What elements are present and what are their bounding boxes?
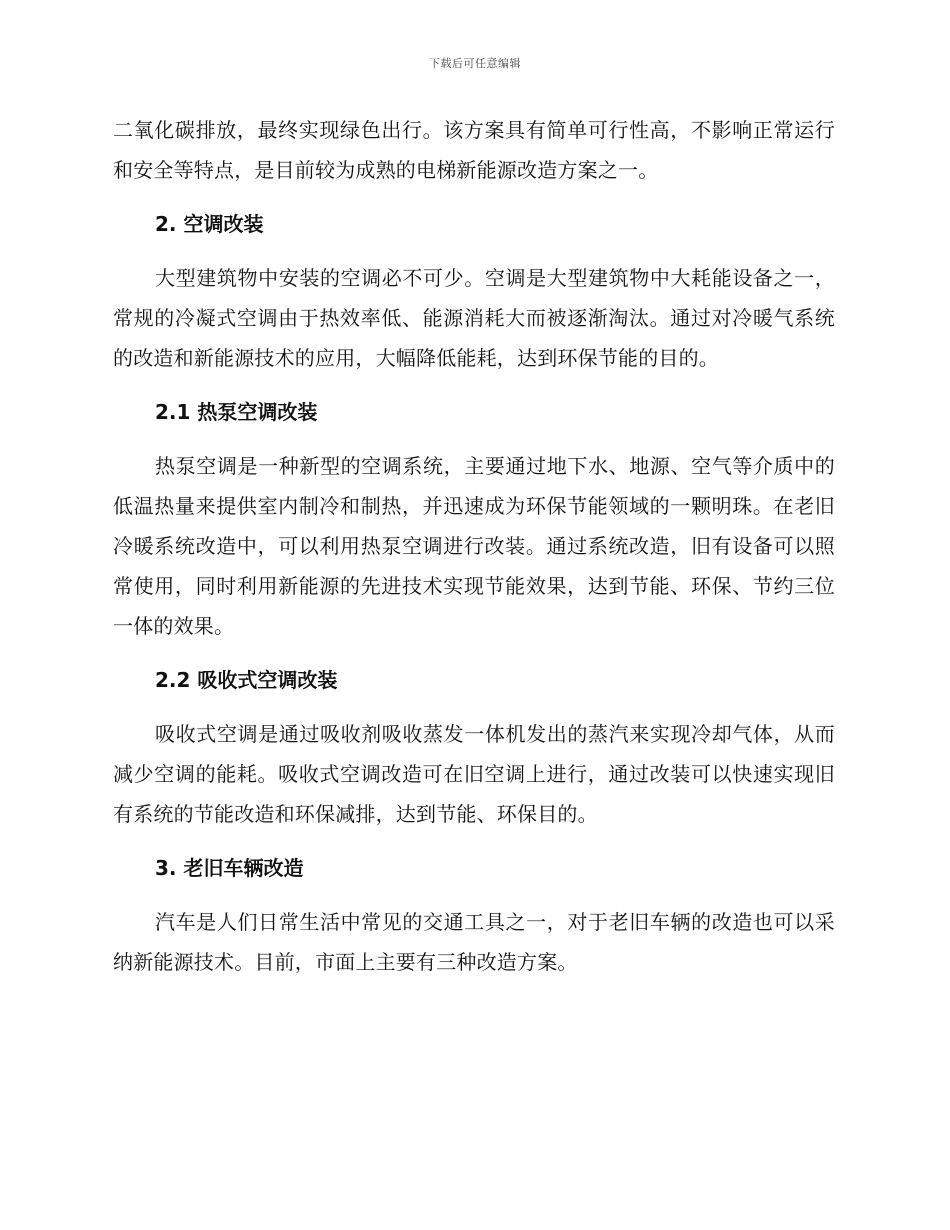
paragraph-heat-pump: 热泵空调是一种新型的空调系统，主要通过地下水、地源、空气等介质中的低温热量来提供室内制冷和制热，并迅速成为环保节能领域的一颗明珠。在老旧冷暖系统改造中，可以利用热泵空调进行改装。通过系统改造，旧有设备可以照常使用，同时利用新能源的先进技术实现节能效果，达到节能、环保、节约三位一体的效果。	[113, 454, 835, 638]
page-header: 下载后可任意编辑	[429, 57, 521, 70]
subsection-heading-heat-pump: 2.1 热泵空调改装	[155, 400, 318, 424]
paragraph-absorption: 吸收式空调是通过吸收剂吸收蒸发一体机发出的蒸汽来实现冷却气体，从而减少空调的能耗。吸收式空调改造可在旧空调上进行，通过改装可以快速实现旧有系统的节能改造和环保减排，达到节能、环保目的。	[113, 722, 835, 826]
document-body	[113, 110, 835, 982]
paragraph-air-conditioning: 大型建筑物中安装的空调必不可少。空调是大型建筑物中大耗能设备之一，常规的冷凝式空调由于热效率低、能源消耗大而被逐渐淘汰。通过对冷暖气系统的改造和新能源技术的应用，大幅降低能耗，达到环保节能的目的。	[113, 266, 835, 370]
section-heading-air-conditioning: 2. 空调改装	[155, 212, 264, 236]
section-heading-vehicles: 3. 老旧车辆改造	[155, 856, 304, 880]
paragraph-continuation: 二氧化碳排放，最终实现绿色出行。该方案具有简单可行性高，不影响正常运行和安全等特点，是目前较为成熟的电梯新能源改造方案之一。	[113, 118, 835, 182]
subsection-heading-absorption: 2.2 吸收式空调改装	[155, 668, 338, 692]
paragraph-vehicles: 汽车是人们日常生活中常见的交通工具之一，对于老旧车辆的改造也可以采纳新能源技术。目前，市面上主要有三种改造方案。	[113, 910, 835, 974]
